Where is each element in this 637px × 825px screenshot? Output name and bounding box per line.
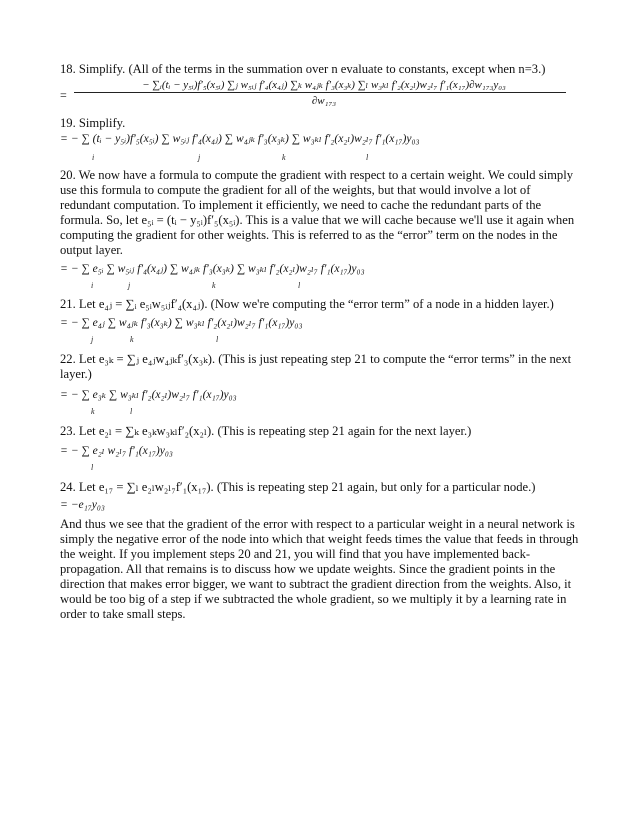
sum-index: l xyxy=(91,463,94,472)
step-18-text: 18. Simplify. (All of the terms in the summation over n evaluate to constants, except when n=3.) xyxy=(60,62,546,76)
step-18-numerator: − ∑ᵢ(tᵢ − y₅ᵢ)f′₅(x₅ᵢ) ∑ⱼ w₅ᵢⱼ f′₄(x₄ⱼ) ∑ₖ w₄ⱼₖ f′₃(x₃ₖ) ∑ₗ w₃ₖₗ f′₂(x₂ₗ)w₂ₗ₇ f′₁(x₁₇)∂w₁₇₃y₀₃ xyxy=(142,79,506,91)
sum-index: k xyxy=(212,281,216,290)
step-18-fraction xyxy=(60,78,580,110)
equals-sign: = xyxy=(60,88,67,102)
step-20-equation: = − ∑ e₅ᵢ ∑ w₅ᵢⱼ f′₄(x₄ⱼ) ∑ w₄ⱼₖ f′₃(x₃ₖ) ∑ w₃ₖₗ f′₂(x₂ₗ)w₂ₗ₇ f′₁(x₁₇)y₀₃ xyxy=(60,262,365,275)
fraction-bar xyxy=(74,92,566,93)
sum-index: l xyxy=(366,153,369,162)
step-19-equation: = − ∑ (tᵢ − y₅ᵢ)f′₅(x₅ᵢ) ∑ w₅ᵢⱼ f′₄(x₄ⱼ) ∑ w₄ⱼₖ f′₃(x₃ₖ) ∑ w₃ₖₗ f′₂(x₂ₗ)w₂ₗ₇ f′₁(x₁₇)y₀₃ xyxy=(60,132,420,145)
sum-index: l xyxy=(130,407,133,416)
step-20-text: 20. We now have a formula to compute the gradient with respect to a certain weight. We could simply use this formula to compute the gradient for all of the weights, but that would involve a lot of redundant computation. To implement it efficiently, we need to cache the redundant parts of the formula. So, let e₅ᵢ = (tᵢ − y₅ᵢ)f′₅(x₅ᵢ). This is a value that we will cache because we'll use it again when computing the gradient for other weights. This is referred to as the “error” term on the nodes in the output layer. xyxy=(60,168,575,257)
conclusion-paragraph: And thus we see that the gradient of the error with respect to a particular weight in a neural network is simply the negative error of the node into which that weight feeds times the value that feeds in through the weight. If you implement steps 20 and 21, you will find that you have implemented back-propagation. All that remains is to discuss how we update weights. Since the gradient points in the direction that makes error bigger, we want to subtract the gradient direction from the weights. Also, it would be too big of a step if we subtracted the whole gradient, so we multiply it by a learning rate in order to take small steps. xyxy=(60,517,579,621)
step-19-text: 19. Simplify. xyxy=(60,116,126,130)
step-18-denominator: ∂w₁₇₃ xyxy=(311,95,337,107)
sum-index: i xyxy=(92,153,95,162)
step-22-equation: = − ∑ e₃ₖ ∑ w₃ₖₗ f′₂(x₂ₗ)w₂ₗ₇ f′₁(x₁₇)y₀₃ xyxy=(60,388,237,401)
step-24-text: 24. Let e₁₇ = ∑ₗ e₂ₗw₂ₗ₇f′₁(x₁₇). (This is repeating step 21 again, but only for a particular node.) xyxy=(60,480,536,494)
sum-index: j xyxy=(91,335,94,344)
sum-index: k xyxy=(130,335,134,344)
sum-index: l xyxy=(216,335,219,344)
sum-index: i xyxy=(91,281,94,290)
sum-index: l xyxy=(298,281,301,290)
step-24-equation: = −e₁₇y₀₃ xyxy=(60,498,105,511)
step-21-text: 21. Let e₄ⱼ = ∑ᵢ e₅ᵢw₅ᵢⱼf′₄(x₄ⱼ). (Now we're computing the “error term” of a node in a hidden layer.) xyxy=(60,297,554,311)
step-22-text: 22. Let e₃ₖ = ∑ⱼ e₄ⱼw₄ⱼₖf′₃(x₃ₖ). (This is just repeating step 21 to compute the “error terms” in the next layer.) xyxy=(60,352,572,381)
sum-index: k xyxy=(282,153,286,162)
sum-index: j xyxy=(128,281,131,290)
step-23-text: 23. Let e₂ₗ = ∑ₖ e₃ₖw₃ₖₗf′₂(x₂ₗ). (This is repeating step 21 again for the next layer.) xyxy=(60,424,472,438)
sum-index: j xyxy=(198,153,201,162)
sum-index: k xyxy=(91,407,95,416)
step-23-equation: = − ∑ e₂ₗ w₂ₗ₇ f′₁(x₁₇)y₀₃ xyxy=(60,444,173,457)
step-21-equation: = − ∑ e₄ⱼ ∑ w₄ⱼₖ f′₃(x₃ₖ) ∑ w₃ₖₗ f′₂(x₂ₗ)w₂ₗ₇ f′₁(x₁₇)y₀₃ xyxy=(60,316,303,329)
